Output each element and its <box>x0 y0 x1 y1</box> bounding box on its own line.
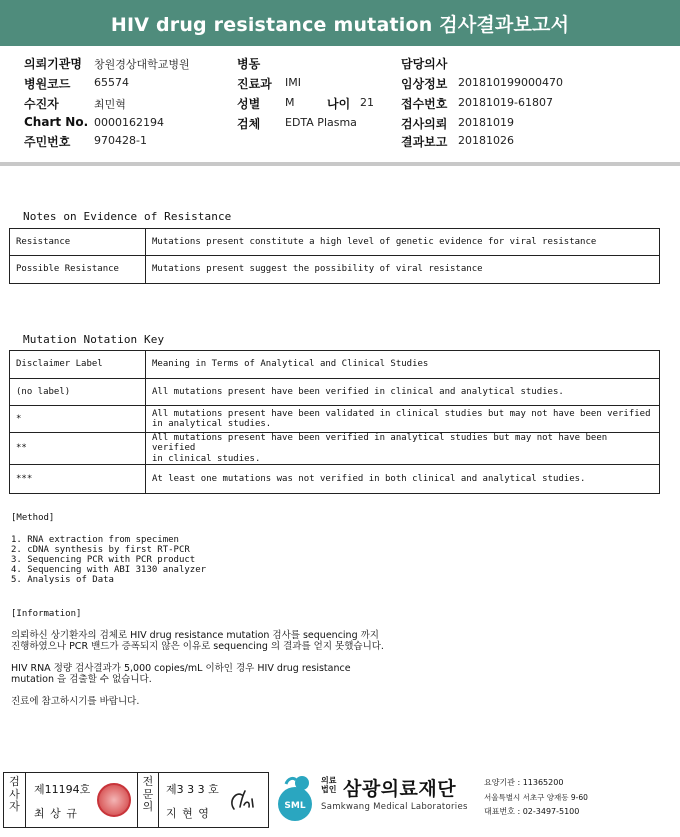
key-text-cell: All mutations present have been validated in clinical studies but may not have been verified in analytical studies. <box>146 406 660 433</box>
info-row <box>24 133 147 150</box>
info-label: 의뢰기관명 <box>24 57 82 71</box>
examiner-label <box>4 773 26 827</box>
key-label-cell: *** <box>10 465 146 494</box>
notes-table <box>9 228 660 284</box>
table-row <box>10 433 660 465</box>
notes-title: Notes on Evidence of Resistance <box>23 210 232 223</box>
info-label: 병원코드 <box>24 77 71 91</box>
report-header <box>0 0 680 46</box>
key-text-cell: All mutations present have been verified in clinical and analytical studies. <box>146 379 660 406</box>
logo-text: SML <box>284 801 306 811</box>
info-row <box>237 95 295 112</box>
info-value: 0000162194 <box>94 116 164 129</box>
info-row <box>401 55 447 72</box>
info-value: 201810199000470 <box>458 76 563 89</box>
info-value: M <box>285 96 295 109</box>
info-value: 970428-1 <box>94 134 147 147</box>
info-row <box>401 75 563 92</box>
information-text: mutation 을 검출할 수 없습니다. <box>11 674 152 685</box>
info-row <box>401 115 514 132</box>
info-label: 검체 <box>237 117 261 131</box>
info-value: 20181019 <box>458 116 514 129</box>
org-english-name: Samkwang Medical Laboratories <box>321 802 468 812</box>
report-footer <box>0 772 680 837</box>
signature-icon <box>226 787 260 815</box>
information-text: 진료에 참고하시기를 바랍니다. <box>11 696 140 707</box>
info-row <box>327 95 374 112</box>
method-title: [Method] <box>11 513 55 523</box>
org-name: 삼광의료재단 <box>343 778 457 800</box>
table-row <box>10 351 660 379</box>
information-text: 진행하였으나 PCR 밴드가 증폭되지 않은 이유로 sequencing 의 결과를 얻지 못했습니다. <box>11 641 384 652</box>
info-row <box>401 95 553 112</box>
info-value: 창원경상대학교병원 <box>94 58 190 71</box>
information-text: HIV RNA 정량 검사결과가 5,000 copies/mL 이하인 경우 HIV drug resistance <box>11 663 351 674</box>
official-seal-icon <box>97 783 131 817</box>
info-label: 성별 <box>237 97 261 111</box>
facility-address: 서울특별시 서초구 양재동 9-60 <box>484 793 588 802</box>
specialist-label <box>137 773 159 827</box>
notes-text-cell: Mutations present suggest the possibility of viral resistance <box>146 256 660 284</box>
table-row <box>10 406 660 433</box>
mutation-key-title: Mutation Notation Key <box>23 333 165 346</box>
examiner-label-text: 검사자 <box>9 775 20 814</box>
info-value: 최민혁 <box>94 98 126 111</box>
specialist-name: 지 현 영 <box>166 807 210 820</box>
examiner-name: 최 상 규 <box>34 807 78 820</box>
info-label: 병동 <box>237 57 261 71</box>
key-header-text: Meaning in Terms of Analytical and Clinical Studies <box>146 351 660 379</box>
org-prefix-bottom: 법인 <box>321 785 337 795</box>
info-value: 65574 <box>94 76 129 89</box>
facility-phone: 대표번호 : 02-3497-5100 <box>484 807 580 816</box>
info-label: Chart No. <box>24 115 89 129</box>
examiner-license: 제11194호 <box>34 783 91 796</box>
method-steps: 1. RNA extraction from specimen 2. cDNA synthesis by first RT-PCR 3. Sequencing PCR with PCR product 4. Sequencing with ABI 3130 analyzer 5. Analysis of Data <box>11 535 207 585</box>
patient-info <box>0 50 680 158</box>
info-value: 20181026 <box>458 134 514 147</box>
info-row <box>401 133 514 150</box>
key-label-cell: * <box>10 406 146 433</box>
info-value: EDTA Plasma <box>285 116 357 129</box>
key-header-label: Disclaimer Label <box>10 351 146 379</box>
signature-box <box>3 772 269 828</box>
info-value: 21 <box>360 96 374 109</box>
specialist-label-text: 전문의 <box>142 775 154 814</box>
info-label: 나이 <box>327 97 351 111</box>
info-row <box>237 115 357 132</box>
info-row <box>24 55 190 72</box>
info-label: 진료과 <box>237 77 272 91</box>
info-label: 접수번호 <box>401 97 448 111</box>
info-label: 담당의사 <box>401 57 448 71</box>
info-row <box>24 95 126 112</box>
info-value: IMI <box>285 76 301 89</box>
org-prefix <box>321 776 336 794</box>
table-row <box>10 465 660 494</box>
notes-label-cell: Resistance <box>10 229 146 256</box>
info-label: 검사의뢰 <box>401 117 448 131</box>
info-row <box>24 75 129 92</box>
report-title: HIV drug resistance mutation 검사결과보고서 <box>110 13 570 36</box>
facility-code: 요양기관 : 11365200 <box>484 778 564 787</box>
mutation-key-table <box>9 350 660 494</box>
table-row <box>10 229 660 256</box>
info-label: 주민번호 <box>24 135 71 149</box>
info-value: 20181019-61807 <box>458 96 553 109</box>
info-row <box>237 55 260 72</box>
info-label: 결과보고 <box>401 135 448 149</box>
info-row <box>24 115 164 129</box>
key-label-cell: ** <box>10 433 146 465</box>
key-label-cell: (no label) <box>10 379 146 406</box>
info-label: 임상정보 <box>401 77 448 91</box>
org-prefix-top: 의료 <box>321 776 337 785</box>
notes-text-cell: Mutations present constitute a high level of genetic evidence for viral resistance <box>146 229 660 256</box>
info-label: 수진자 <box>24 97 59 111</box>
information-title: [Information] <box>11 609 82 619</box>
specialist-license: 제3 3 3 호 <box>166 783 219 796</box>
table-row <box>10 379 660 406</box>
table-row <box>10 256 660 284</box>
notes-label-cell: Possible Resistance <box>10 256 146 284</box>
information-text: 의뢰하신 상기환자의 검체로 HIV drug resistance mutation 검사를 sequencing 까지 <box>11 630 379 641</box>
sml-logo-icon <box>272 774 318 824</box>
info-row <box>237 75 301 92</box>
key-text-cell: At least one mutations was not verified in both clinical and analytical studies. <box>146 465 660 494</box>
section-divider <box>0 162 680 166</box>
key-text-cell: All mutations present have been verified in analytical studies but may not have been verified in clinical studies. <box>146 433 660 465</box>
